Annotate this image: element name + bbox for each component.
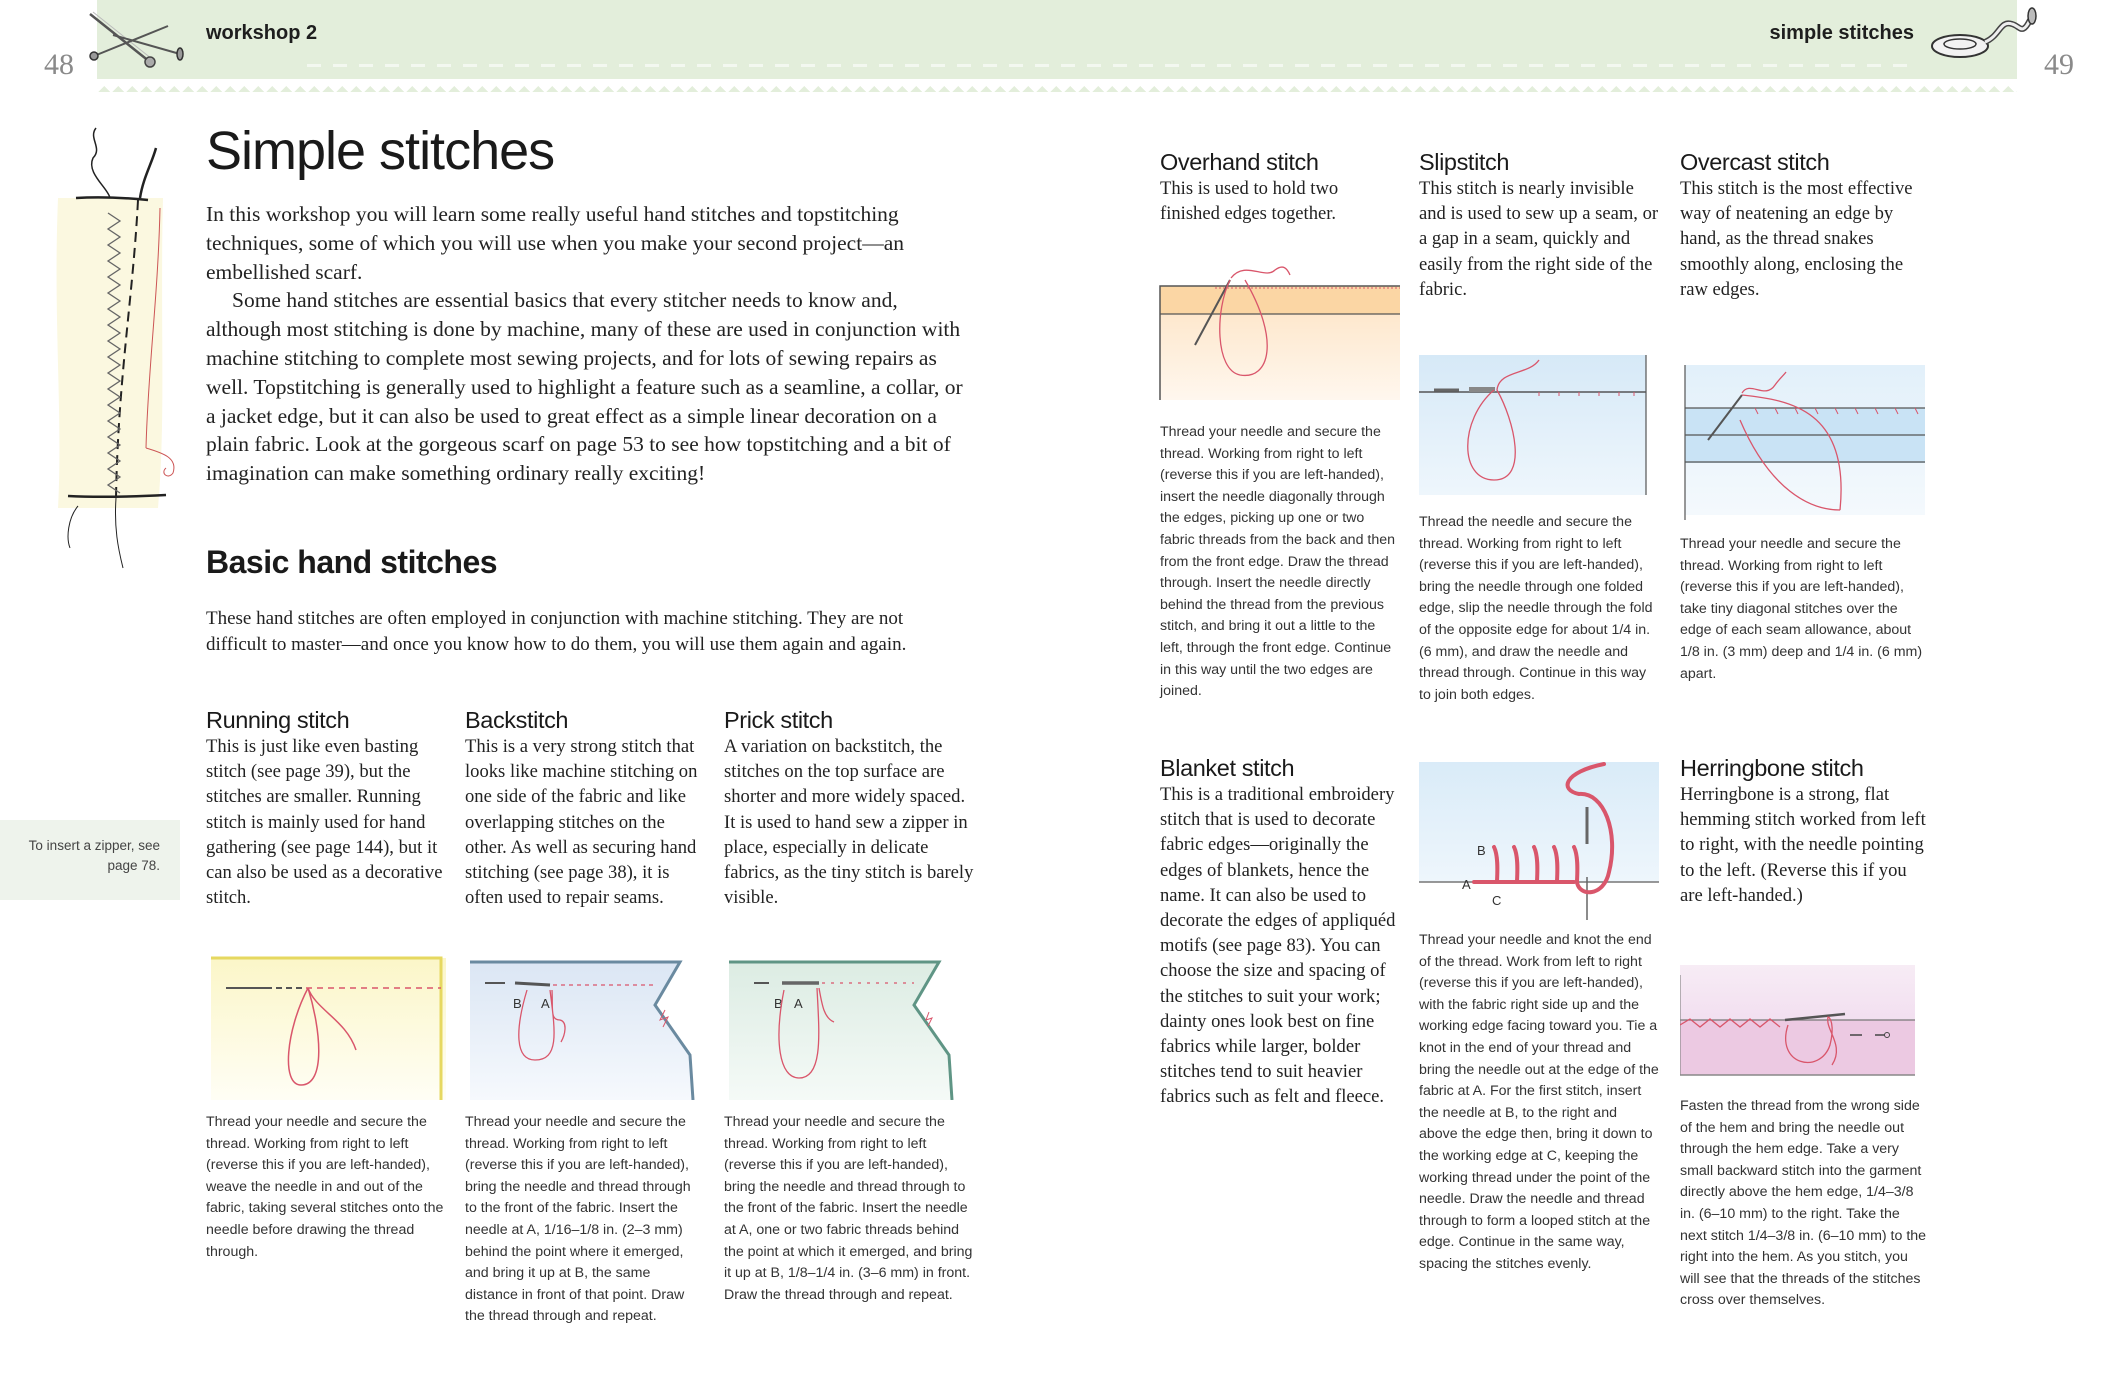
stitch-title: Slipstitch (1419, 149, 1510, 175)
label-a: A (1462, 877, 1471, 892)
margin-note-text: To insert a zipper, see page 78. (28, 838, 160, 873)
stitch-overcast (1680, 148, 1930, 302)
stitch-herringbone-caption (1680, 1096, 1930, 1312)
stitch-caption: Thread your needle and secure the thread. Working from right to left (reverse this if you are left-handed), bring the needle and thread through to the front of the fabric. Insert the needle at A, one or two fabric threads behind the point at which it emerged, and bring it up at B, 1/8–1/4 in. (3–6 mm) in front. Draw the thread through and repeat. (724, 1114, 973, 1303)
stitch-title: Herringbone stitch (1680, 755, 1864, 781)
stitch-caption: Fasten the thread from the wrong side of the hem and bring the needle out through the hem edge. Take a very small backward stitch into the garment directly above the hem edge, 1/4–3/8 in. (6–10 mm) to the right. Take the next stitch 1/4–3/8 in. (6–10 mm) to the right into the hem. As you stitch, you will see that the threads of the stitches cross over themselves. (1680, 1098, 1927, 1309)
stitch-title: Overhand stitch (1160, 149, 1319, 175)
section-heading: Basic hand stitches (206, 544, 498, 580)
intro-paragraph-1: In this workshop you will learn some really useful hand stitches and topstitching techniques, some of which you will use when you make your second project—an embellished scarf. (206, 202, 904, 284)
label-c: C (1492, 893, 1502, 908)
stitch-prick-caption (724, 1112, 974, 1306)
stitch-description: A variation on backstitch, the stitches on the top surface are shorter and more widely spaced. It is used to hand sew a zipper in place, especially in delicate fabrics, as the tiny stitch is barely visible. (724, 736, 974, 909)
stitch-description: This is a traditional embroidery stitch that is used to decorate fabric edges—originally the edges of blankets, hence the name. It can also be used to decorate the edges of appliquéd motifs (see page 83). You can choose the size and spacing of the stitches to suit your work; dainty ones look best on fine fabrics while larger, bolder stitches tend to suit heavier fabrics such as felt and fleece. (1160, 784, 1396, 1108)
page-number-left: 48 (44, 48, 74, 81)
stitch-title: Running stitch (206, 707, 350, 733)
stitch-caption: Thread your needle and secure the thread. Working from right to left (reverse this if you are left-handed), weave the needle in and out of the fabric, taking several stitches onto the needle before drawing the thread through. (206, 1114, 444, 1260)
running-head-right: simple stitches (1769, 22, 1914, 44)
stitch-overhand-caption (1160, 422, 1400, 703)
intro-paragraph-2: Some hand stitches are essential basics that every stitcher needs to know and, although most stitching is done by machine, many of these are used in conjunction with machine stitching to complete most sewing projects, and for lots of sewing repairs as well. Topstitching is generally used to highlight a feature such as a seamline, a collar, or a jacket edge, but it can also be used to great effect as a simple linear decoration on a plain fabric. Look at the gorgeous scarf on page 53 to see how topstitching and a bit of imagination can make something ordinary really exciting! (206, 288, 963, 486)
header-band (97, 0, 2017, 92)
label-b: B (1477, 843, 1486, 858)
stitch-title: Overcast stitch (1680, 149, 1830, 175)
prick-stitch-illustration (724, 950, 964, 1100)
stitch-running-caption (206, 1112, 446, 1263)
section-lead: These hand stitches are often employed in conjunction with machine stitching. They are not difficult to master—and once you know how to do them, you will use them again and again. (206, 608, 907, 655)
stitch-title: Backstitch (465, 707, 569, 733)
stitch-caption: Thread your needle and knot the end of the thread. Work from left to right (reverse this if you are left-handed), with the fabric right side up and the working edge facing toward you. Tie a knot in the end of your thread and bring the needle out at the edge of the fabric at A. For the first stitch, insert the needle at B, to the right and above the edge then, bring it down to the working edge at C, keeping the working thread under the point of the needle. Draw the needle and thread through to form a looped stitch at the edge. Continue in the same way, spacing the stitches evenly. (1419, 932, 1659, 1272)
stitch-blanket (1160, 754, 1400, 1110)
stitch-description: Herringbone is a strong, flat hemming stitch worked from left to right, with the needle pointing to the left. (Reverse this if you are left-handed.) (1680, 784, 1926, 906)
stitch-herringbone (1680, 754, 1930, 908)
slipstitch-illustration (1419, 350, 1659, 500)
running-stitch-illustration (206, 950, 446, 1100)
stitch-caption: Thread your needle and secure the thread. Working from right to left (reverse this if you are left-handed), bring the needle and thread through to the front of the fabric. Insert the needle at A, 1/16–1/8 in. (2–3 mm) behind the point where it emerged, and bring it up at B, the same distance in front of that point. Draw the thread through and repeat. (465, 1114, 691, 1325)
label-b: B (513, 996, 522, 1011)
label-a: A (541, 996, 550, 1011)
overhand-stitch-illustration (1155, 250, 1400, 400)
stitch-backstitch-caption (465, 1112, 705, 1328)
header-dashed-line (307, 64, 1907, 67)
label-b: B (774, 996, 783, 1011)
stitch-running (206, 706, 446, 910)
stitch-description: This is a very strong stitch that looks like machine stitching on one side of the fabric and like overlapping stitches on the other. As well as securing hand stitching (see page 38), it is often used to repair seams. (465, 736, 698, 909)
stitch-title: Blanket stitch (1160, 755, 1295, 781)
label-a: A (794, 996, 803, 1011)
seam-sketch-illustration (48, 118, 198, 573)
stitch-description: This is just like even basting stitch (see page 39), but the stitches are smaller. Running stitch is mainly used for hand gathering (see page 144), but it can also be used as a decorative stitch. (206, 736, 443, 909)
stitch-description: This is used to hold two finished edges together. (1160, 178, 1339, 225)
running-head-left: workshop 2 (206, 22, 318, 44)
stitch-description: This stitch is the most effective way of neatening an edge by hand, as the thread snakes smoothly along, enclosing the raw edges. (1680, 178, 1913, 300)
backstitch-illustration (465, 950, 705, 1100)
stitch-slipstitch-caption (1419, 512, 1659, 706)
stitch-description: This stitch is nearly invisible and is used to sew up a seam, or a gap in a seam, quickly and easily from the right side of the fabric. (1419, 178, 1659, 300)
page-title: Simple stitches (206, 121, 555, 181)
overcast-stitch-illustration (1680, 360, 1930, 520)
stitch-caption: Thread your needle and secure the thread. Working from right to left (reverse this if you are left-handed), take tiny diagonal stitches over the edge of each seam allowance, about 1/8 in. (3 mm) deep and 1/4 in. (6 mm) apart. (1680, 536, 1923, 682)
intro-text (206, 200, 966, 488)
stitch-caption: Thread your needle and secure the thread. Working from right to left (reverse this if you are left-handed), insert the needle diagonally through the edges, picking up one or two fabric threads from the back and then from the front edge. Draw the thread through. Insert the needle directly behind the thread from the previous stitch, and bring it out a little to the left, through the front edge. Continue in this way until the two edges are joined. (1160, 424, 1396, 700)
blanket-stitch-illustration (1419, 752, 1659, 922)
stitch-prick (724, 706, 974, 910)
stitch-caption: Thread the needle and secure the thread. Working from right to left (reverse this if you are left-handed), bring the needle through one folded edge, slip the needle through the fold of the opposite edge for about 1/4 in. (6 mm), and draw the needle and thread through. Continue in this way to join both edges. (1419, 514, 1653, 703)
tape-measure-icon (1930, 6, 2040, 66)
stitch-title: Prick stitch (724, 707, 833, 733)
page-number-right: 49 (2044, 48, 2074, 81)
stitch-overcast-caption (1680, 534, 1930, 685)
stitch-backstitch (465, 706, 705, 910)
herringbone-stitch-illustration (1680, 965, 1920, 1085)
stitch-slipstitch (1419, 148, 1659, 302)
margin-note (0, 820, 180, 900)
stitch-blanket-caption (1419, 930, 1659, 1276)
crossed-pins-icon (88, 8, 188, 68)
stitch-overhand (1160, 148, 1400, 226)
